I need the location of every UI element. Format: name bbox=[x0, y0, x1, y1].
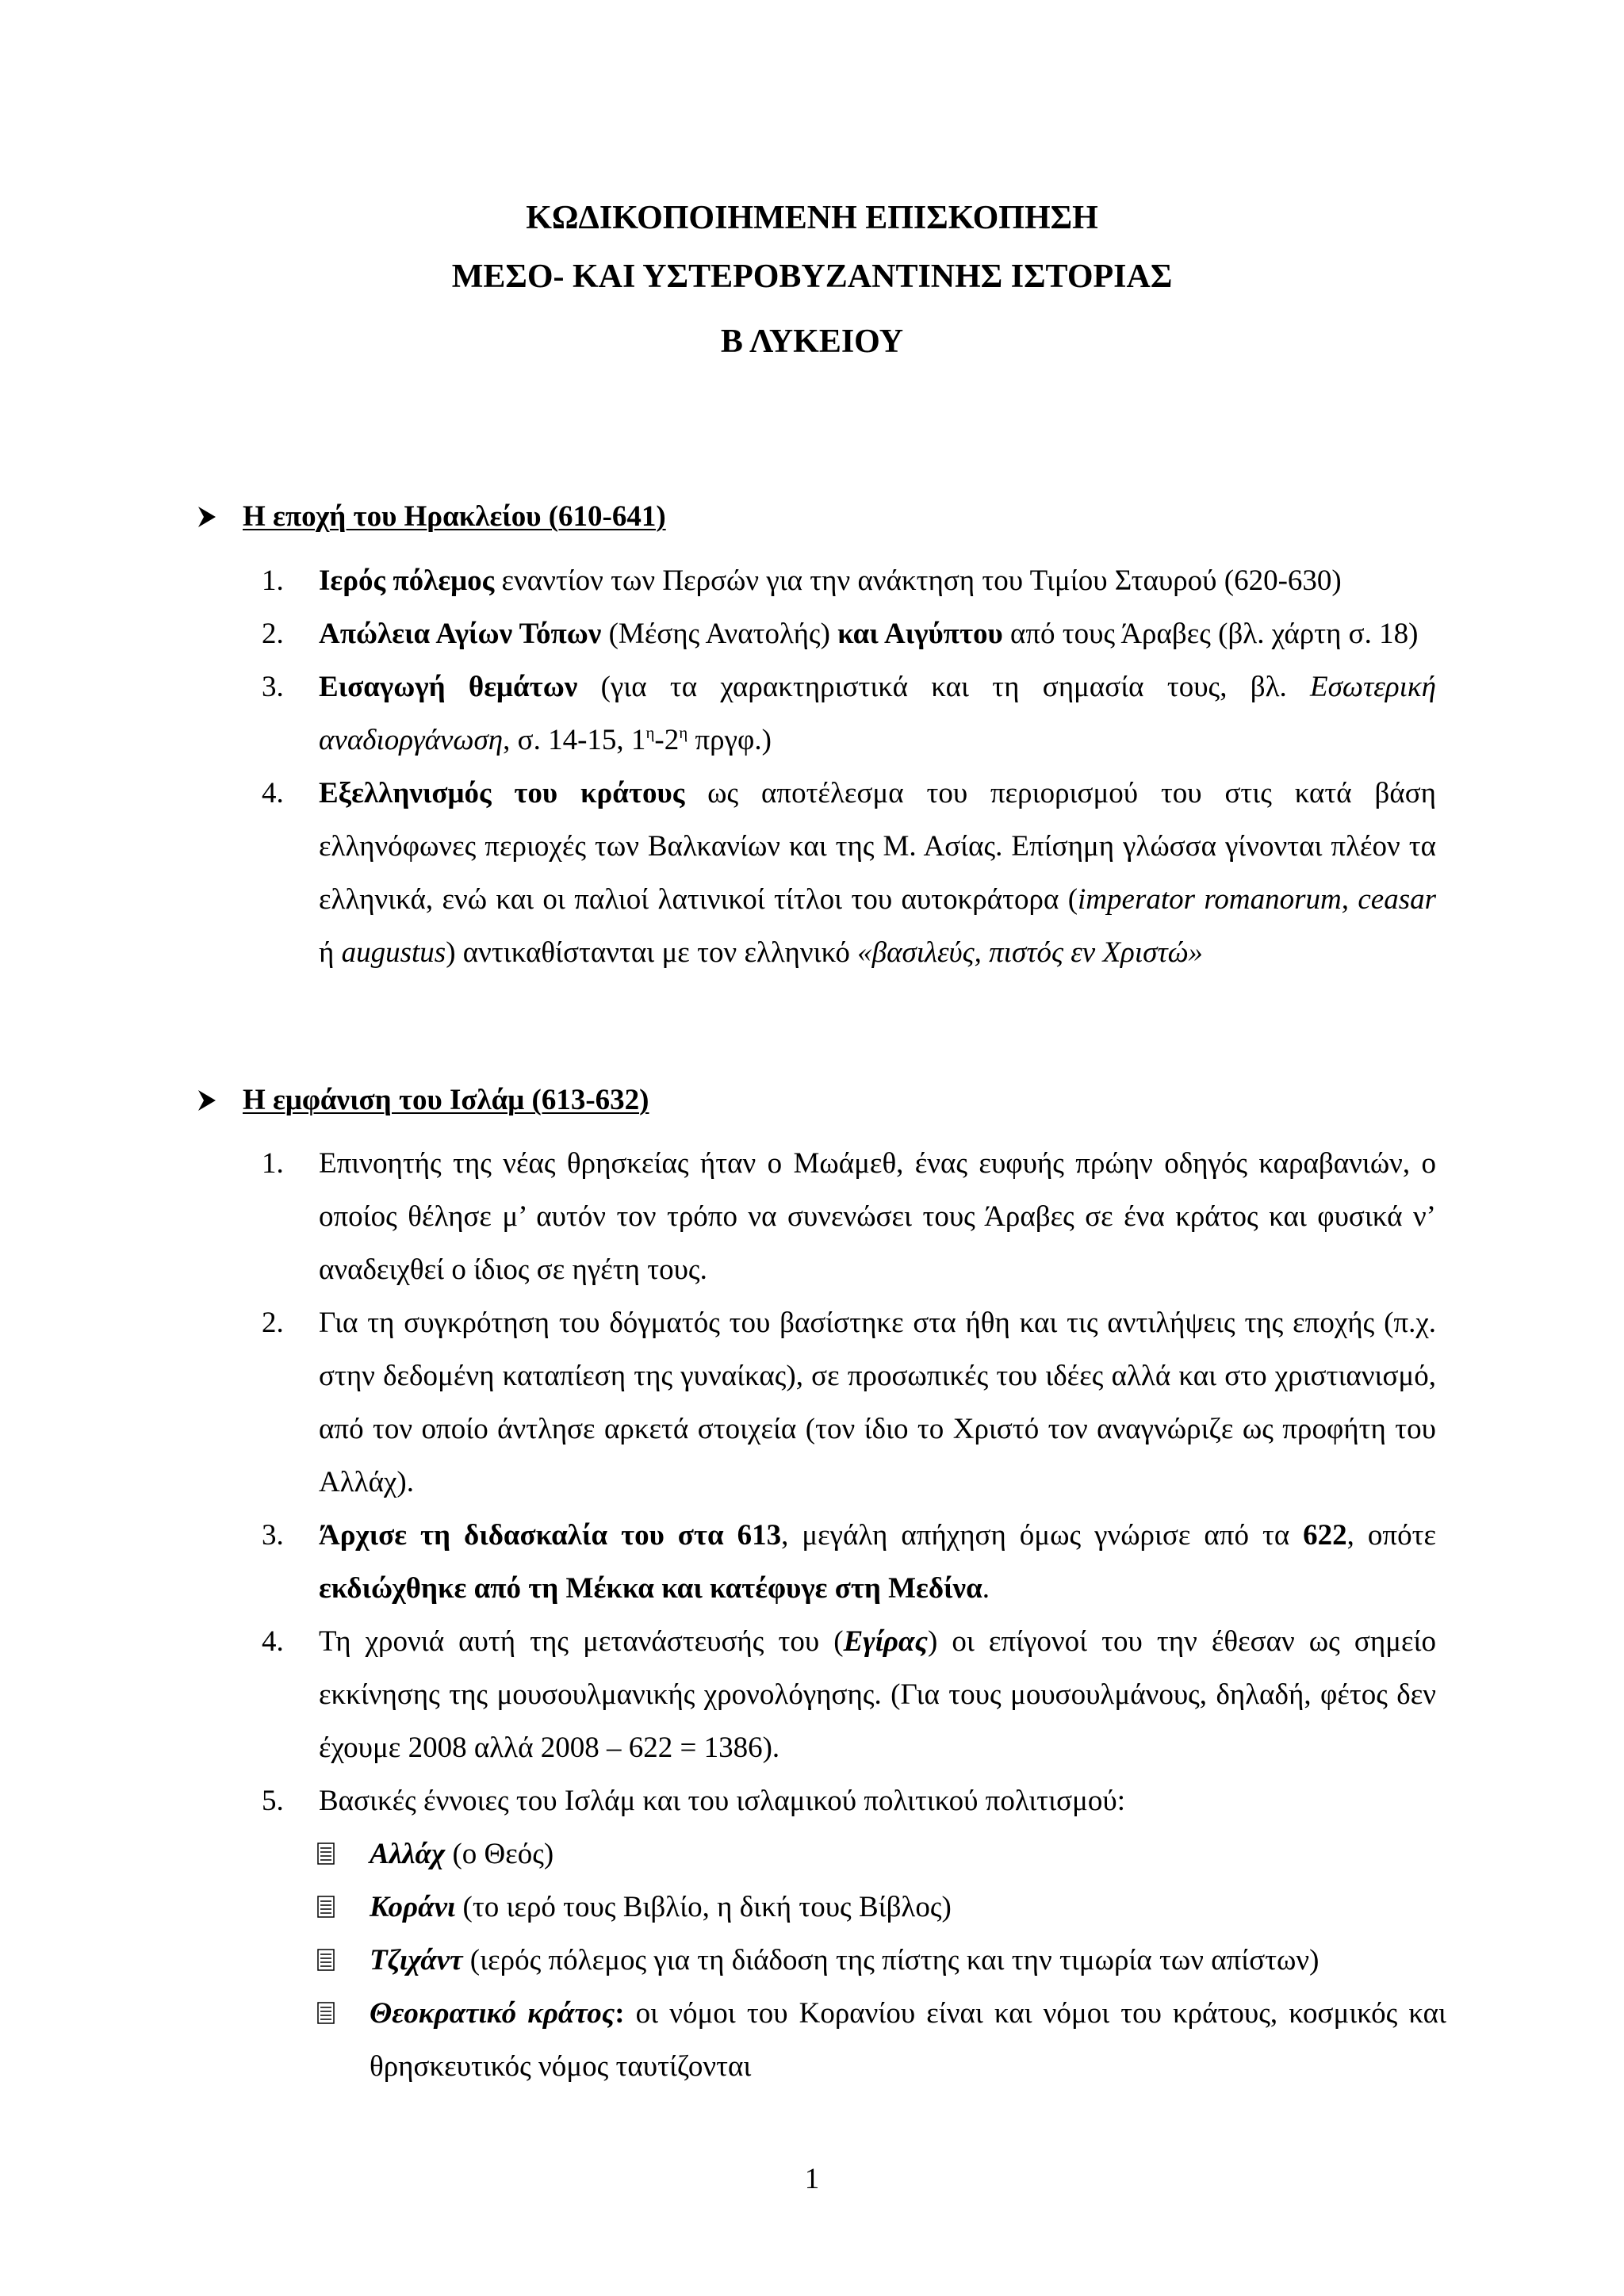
page-number: 1 bbox=[804, 2163, 820, 2195]
item-text-bold: Εξελληνισμός του κράτους bbox=[319, 777, 685, 809]
item-text: ή bbox=[319, 936, 342, 969]
title-line-3: Β ΛΥΚΕΙΟΥ bbox=[720, 323, 904, 360]
arrow-bullet-icon bbox=[197, 1081, 243, 1119]
list-item bbox=[262, 607, 1436, 660]
item-number: 2. bbox=[262, 1307, 284, 1339]
item-text-bold: Ιερός πόλεμος bbox=[319, 564, 495, 597]
item-text-italic: Εσωτερική αναδιοργάνωση bbox=[319, 671, 1436, 756]
item-text: Για τη συγκρότηση του δόγματός του βασίστηκε στα ήθη και τις αντιλήψεις της εποχής (π.χ. στην δεδομένη καταπίεση της γυναίκας), σε προσωπικές του ιδέες αλλά και στο χριστιανισμό, από τον οποίο άντλησε αρκετά στοιχεία (τον ίδιο το Χριστό τον αναγνώριζε ως προφήτη του Αλλάχ). bbox=[319, 1307, 1436, 1498]
concept-item bbox=[370, 1987, 1446, 2093]
list-item bbox=[262, 1615, 1436, 1774]
item-text: -2 bbox=[654, 724, 680, 756]
item-text: , μεγάλη απήχηση όμως γνώρισε από τα bbox=[781, 1519, 1304, 1552]
item-text: (για τα χαρακτηριστικά και τη σημασία τους, βλ. bbox=[577, 671, 1311, 703]
item-text: , οπότε bbox=[1346, 1519, 1436, 1552]
concept-desc: (ιερός πόλεμος για τη διάδοση της πίστης και την τιμωρία των απίστων) bbox=[462, 1944, 1320, 1976]
item-text-italic: augustus bbox=[341, 936, 446, 969]
item-text-bold: Άρχισε τη διδασκαλία του στα 613 bbox=[319, 1519, 782, 1552]
list-bullet-icon bbox=[317, 2002, 335, 2024]
item-text: , σ. 14-15, 1 bbox=[503, 724, 646, 756]
concept-term: Θεοκρατικό κράτος bbox=[370, 1997, 615, 2030]
item-text-italic: imperator romanorum, ceasar bbox=[1078, 883, 1436, 916]
list-bullet-icon bbox=[317, 1896, 335, 1918]
item-number: 5. bbox=[262, 1785, 284, 1817]
superscript: η bbox=[679, 723, 688, 742]
item-text-bold: 622 bbox=[1303, 1519, 1347, 1552]
list-item bbox=[262, 1774, 1446, 2093]
item-text: εναντίον των Περσών για την ανάκτηση του Τιμίου Σταυρού (620-630) bbox=[494, 564, 1342, 597]
item-number: 4. bbox=[262, 777, 284, 809]
item-number: 2. bbox=[262, 618, 284, 650]
list-item bbox=[262, 767, 1436, 979]
item-text: από τους Άραβες (βλ. χάρτη σ. 18) bbox=[1002, 618, 1419, 650]
item-text: Επινοητής της νέας θρησκείας ήταν ο Μωάμεθ, ένας ευφυής πρώην οδηγός καραβανιών, ο οποίος θέλησε μ’ αυτόν τον τρόπο να συνενώσει τους Άραβες σε ένα κράτος και φυσικά ν’ αναδειχθεί ο ίδιος σε ηγέτη τους. bbox=[319, 1147, 1436, 1286]
list-bullet-icon bbox=[317, 1843, 335, 1865]
superscript: η bbox=[645, 723, 655, 742]
list-item bbox=[262, 1137, 1436, 1296]
concept-desc: (ο Θεός) bbox=[445, 1838, 554, 1870]
concept-term: Κοράνι bbox=[370, 1891, 456, 1923]
title-line-1: ΚΩΔΙΚΟΠΟΙΗΜΕΝΗ ΕΠΙΣΚΟΠΗΣΗ bbox=[526, 200, 1098, 236]
item-number: 3. bbox=[262, 1519, 284, 1552]
section-heading-islam bbox=[197, 1081, 649, 1119]
concepts-list bbox=[370, 1827, 1446, 2093]
concept-term: Αλλάχ bbox=[370, 1838, 446, 1870]
item-text-bold: Εισαγωγή θεμάτων bbox=[319, 671, 578, 703]
list-item bbox=[262, 1296, 1436, 1509]
item-number: 4. bbox=[262, 1625, 284, 1658]
list-item bbox=[262, 554, 1436, 607]
section-heading-heraclius bbox=[197, 498, 666, 536]
heraclius-list bbox=[262, 554, 1436, 979]
item-text: Βασικές έννοιες του Ισλάμ και του ισλαμικού πολιτικού πολιτισμού: bbox=[319, 1785, 1125, 1817]
item-text: ) οι επίγονοί του την έθεσαν ως σημείο εκκίνησης της μουσουλμανικής χρονολόγησης. (Για τους μουσουλμάνους, δηλαδή, φέτος δεν έχουμε 2008 αλλά 2008 – 622 = 1386). bbox=[319, 1625, 1436, 1764]
list-item bbox=[262, 660, 1436, 767]
item-text-bold: εκδιώχθηκε από τη Μέκκα και κατέφυγε στη Μεδίνα bbox=[319, 1572, 982, 1605]
item-number: 1. bbox=[262, 564, 284, 597]
concept-item bbox=[370, 1881, 1446, 1934]
item-text: ως αποτέλεσμα του περιορισμού του στις κατά βάση ελληνόφωνες περιοχές των Βαλκανίων και της Μ. Ασίας. Επίσημη γλώσσα γίνονται πλέον τα ελληνικά, ενώ και οι παλιοί λατινικοί τίτλοι του αυτοκράτορα ( bbox=[319, 777, 1436, 916]
concept-item bbox=[370, 1827, 1446, 1881]
list-item bbox=[262, 1509, 1436, 1615]
item-text-italic: «βασιλεύς, πιστός εν Χριστώ» bbox=[857, 936, 1203, 969]
islam-list bbox=[262, 1137, 1446, 2093]
item-text: ) αντικαθίστανται με τον ελληνικό bbox=[446, 936, 858, 969]
section-title: Η εποχή του Ηρακλείου (610-641) bbox=[243, 500, 666, 533]
title-line-2: ΜΕΣΟ- ΚΑΙ ΥΣΤΕΡΟΒΥΖΑΝΤΙΝΗΣ ΙΣΤΟΡΙΑΣ bbox=[451, 258, 1173, 295]
concept-desc: (το ιερό τους Βιβλίο, η δική τους Βίβλος) bbox=[455, 1891, 952, 1923]
item-number: 1. bbox=[262, 1147, 284, 1180]
concept-colon: : bbox=[615, 1997, 625, 2030]
list-bullet-icon bbox=[317, 1949, 335, 1971]
concept-desc: οι νόμοι του Κορανίου είναι και νόμοι του κράτους, κοσμικός και θρησκευτικός νόμος ταυτίζονται bbox=[370, 1997, 1446, 2083]
item-number: 3. bbox=[262, 671, 284, 703]
section-title: Η εμφάνιση του Ισλάμ (613-632) bbox=[243, 1084, 649, 1116]
item-text: Τη χρονιά αυτή της μετανάστευσής του ( bbox=[319, 1625, 844, 1658]
item-text-bold: και Αιγύπτου bbox=[837, 618, 1003, 650]
concept-item bbox=[370, 1934, 1446, 1987]
item-text: πργφ.) bbox=[688, 724, 772, 756]
item-text: (Μέσης Ανατολής) bbox=[601, 618, 838, 650]
item-text-bold-italic: Εγίρας bbox=[843, 1625, 928, 1658]
concept-term: Τζιχάντ bbox=[370, 1944, 463, 1976]
item-text-bold: Απώλεια Αγίων Τόπων bbox=[319, 618, 602, 650]
arrow-bullet-icon bbox=[197, 498, 243, 536]
item-text: . bbox=[982, 1572, 990, 1605]
